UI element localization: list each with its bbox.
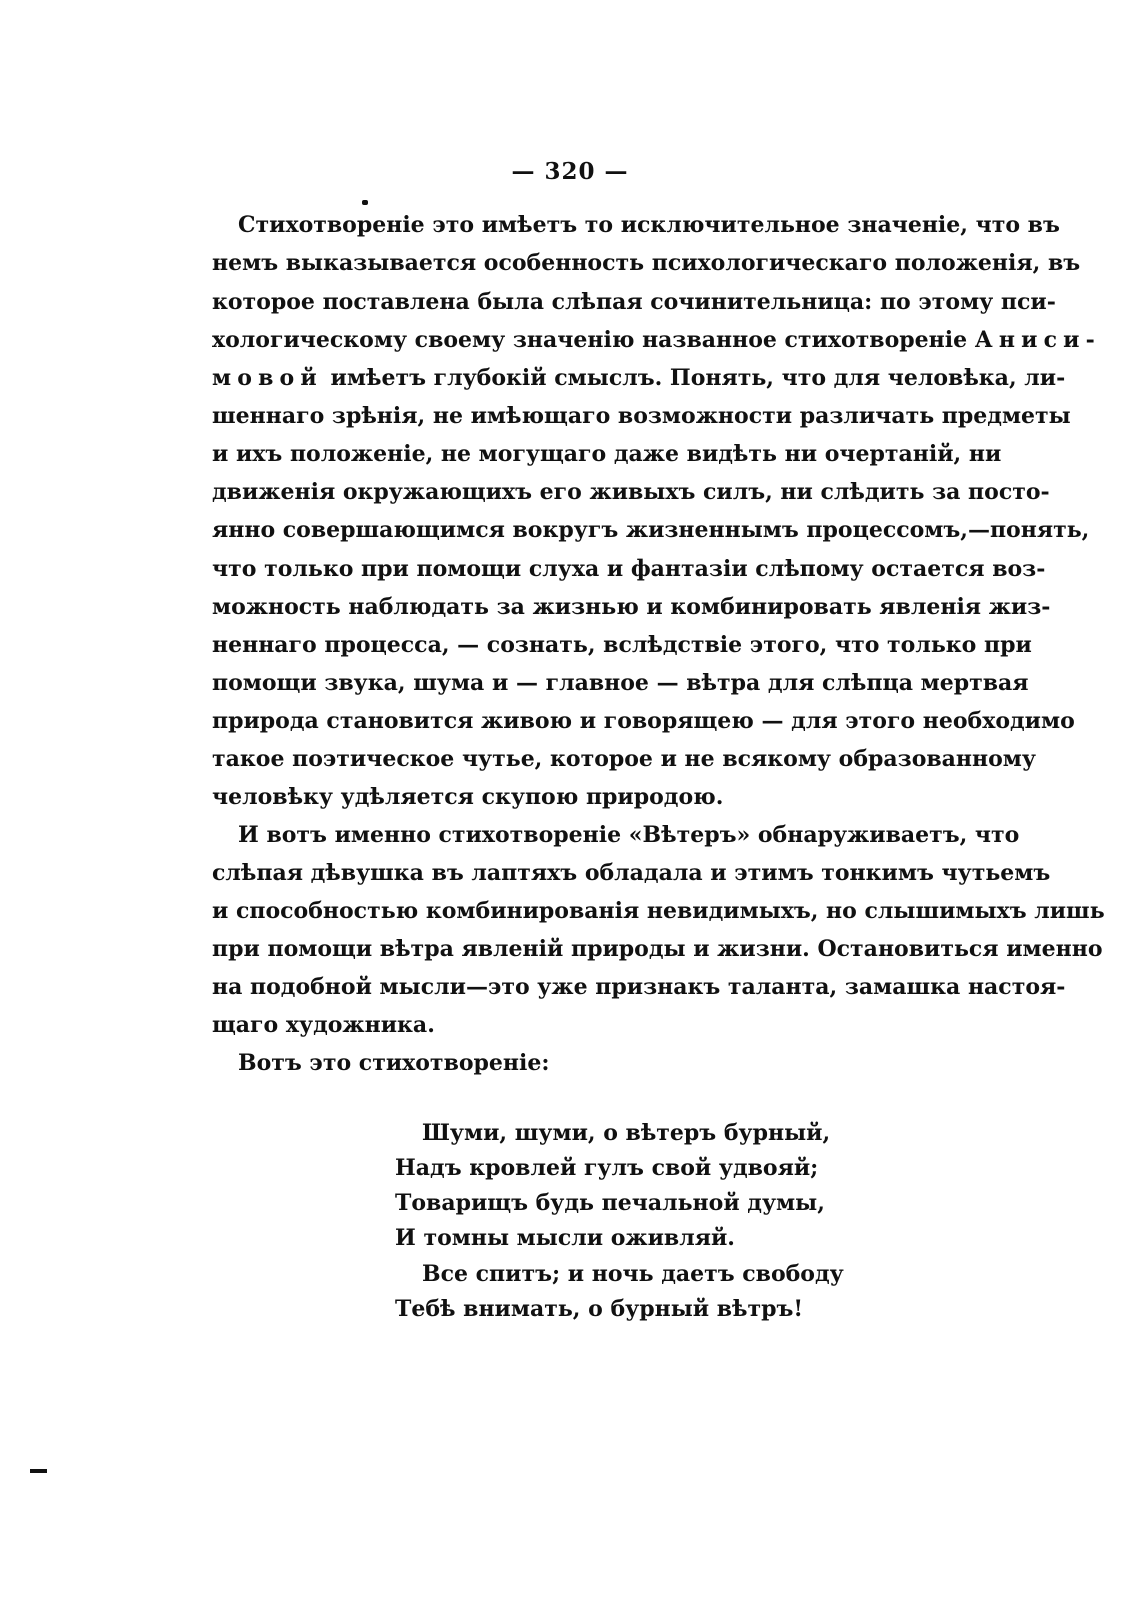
page-number: — 320 —: [511, 158, 629, 185]
text-line: немъ выказывается особенность психологическаго положенія, въ: [212, 250, 1081, 276]
text-segment: имѣетъ глубокій смыслъ. Понять, что для человѣка, ли-: [330, 365, 1066, 391]
text-line: [212, 359, 1066, 398]
text-line: при помощи вѣтра явленій природы и жизни. Остановиться именно: [212, 936, 1103, 962]
text-line: неннаго процесса, — сознать, вслѣдствіе этого, что только при: [212, 632, 1032, 658]
ink-speck: [362, 200, 368, 205]
text-line: И вотъ именно стихотвореніе «Вѣтеръ» обнаруживаетъ, что: [238, 822, 1020, 848]
text-line: помощи звука, шума и — главное — вѣтра для слѣпца мертвая: [212, 670, 1029, 696]
text-line: такое поэтическое чутье, которое и не всякому образованному: [212, 746, 1036, 772]
verse-line: Товарищъ будь печальной думы,: [395, 1190, 825, 1216]
text-line: слѣпая дѣвушка въ лаптяхъ обладала и этимъ тонкимъ чутьемъ: [212, 860, 1051, 886]
text-line: Стихотвореніе это имѣетъ то исключительное значеніе, что въ: [238, 212, 1060, 238]
text-line: можность наблюдать за жизнью и комбинировать явленія жиз-: [212, 594, 1051, 620]
text-line: и ихъ положеніе, не могущаго даже видѣть ни очертаній, ни: [212, 441, 1002, 467]
text-segment: хологическому своему значенію названное стихотвореніе: [212, 327, 968, 353]
text-line: [212, 321, 1101, 360]
spaced-name: мовой: [212, 365, 323, 391]
verse-line: Тебѣ внимать, о бурный вѣтръ!: [395, 1296, 804, 1322]
text-line: которое поставлена была слѣпая сочинительница: по этому пси-: [212, 289, 1056, 315]
text-line: щаго художника.: [212, 1012, 435, 1038]
text-line: что только при помощи слуха и фантазіи слѣпому остается воз-: [212, 556, 1046, 582]
verse-line: Надъ кровлей гулъ свой удвояй;: [395, 1155, 819, 1181]
text-line: природа становится живою и говорящею — для этого необходимо: [212, 708, 1075, 734]
text-line: янно совершающимся вокругъ жизненнымъ процессомъ,—понять,: [212, 517, 1090, 543]
text-line: на подобной мысли—это уже признакъ таланта, замашка настоя-: [212, 974, 1066, 1000]
spaced-name: Аниси-: [974, 327, 1101, 353]
text-line: и способностью комбинированія невидимыхъ, но слышимыхъ лишь: [212, 898, 1105, 924]
verse-line: Все спитъ; и ночь даетъ свободу: [422, 1261, 844, 1287]
verse-line: И томны мысли оживляй.: [395, 1225, 735, 1251]
text-line: человѣку удѣляется скупою природою.: [212, 784, 724, 810]
verse-line: Шуми, шуми, о вѣтеръ бурный,: [422, 1120, 831, 1146]
text-line: Вотъ это стихотвореніе:: [238, 1050, 550, 1076]
text-line: движенія окружающихъ его живыхъ силъ, ни слѣдить за посто-: [212, 479, 1050, 505]
text-line: шеннаго зрѣнія, не имѣющаго возможности различать предметы: [212, 403, 1071, 429]
edge-mark: [30, 1469, 47, 1473]
